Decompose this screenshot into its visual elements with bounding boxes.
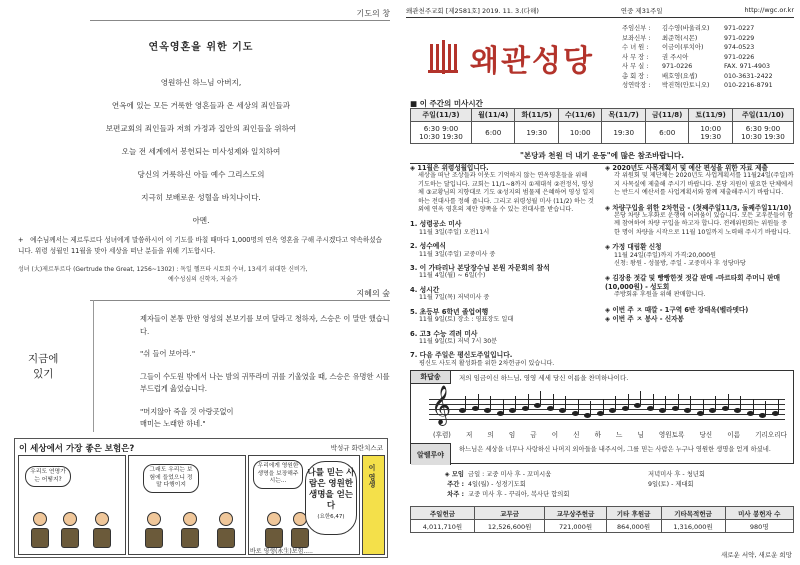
- table-cell: 10:00: [558, 122, 602, 144]
- person-icon: [143, 512, 165, 550]
- staff-row: 보좌신부 : 최준혁(시몬) 971-0229: [622, 34, 755, 42]
- lyric-syllable: (후렴): [433, 431, 451, 439]
- news-item: 4. 성시간 11월 7일(목) 저녁미사 중: [410, 285, 490, 302]
- table-header: 미사 봉헌자 수: [725, 507, 793, 520]
- staff-row: 사 무 실 : 971-0226 FAX. 971-4903: [622, 63, 770, 70]
- right-page: [400, 0, 800, 565]
- lyric-syllable: 의: [487, 431, 494, 439]
- note-stem: [778, 399, 779, 413]
- music-staff: [429, 385, 785, 425]
- table-cell: 19:30: [515, 122, 559, 144]
- meetings: [410, 470, 794, 500]
- news-item: 5. 초등부 6학년 졸업여행 11월 9일(토) 장소 : 영표장도 일대: [410, 307, 514, 324]
- table-header: 주일(11/10): [732, 109, 793, 122]
- alleluia-text: 하느님은 세상을 너무나 사랑하신 나머지 외아들을 내주시어, 그를 믿는 사람은 누구나 영원한 생명을 얻게 하셨네.: [459, 446, 771, 453]
- news-lead-title: ◈ 11월은 위령성월입니다.: [410, 164, 489, 172]
- speech-bubble: 우리도 연명가는 어떻지?: [25, 466, 71, 487]
- lyric-syllable: 신: [573, 431, 580, 439]
- scripture-text: 나를 믿는 사람은 영원한 생명을 얻는다: [307, 468, 355, 511]
- forest-text: [140, 313, 390, 441]
- forest-side-line-1: 지금에: [28, 353, 59, 365]
- cartoon-panel-1: [18, 455, 126, 555]
- meeting-row: ◈ 모임 금일 : 교중 미사 후 - 꼬미시움 저녁미사 후 - 청년회: [444, 471, 705, 478]
- staff-directory: [622, 24, 794, 91]
- table-header: 기타 후원금: [606, 507, 661, 520]
- news-item: ◈ 가정 대림환 신청 11월 24일(주일)까지 가격:20,000원 신청: 왕원 - 성물방, 주일 - 교중미사 후 성당마당: [605, 243, 746, 268]
- prayer-section-label: 기도의 창: [356, 9, 390, 18]
- lyric-syllable: 임: [508, 431, 516, 439]
- staff-line: [429, 409, 785, 410]
- table-cell: 864,000원: [606, 520, 661, 533]
- staff-line: [429, 404, 785, 405]
- note-stem: [665, 396, 666, 410]
- prayer-line: 보편교회의 죄인들과 저희 가정과 집안의 죄인들을 위하여: [105, 124, 297, 133]
- lyric-syllable: 이: [551, 431, 559, 439]
- table-cell: 6:00: [471, 122, 515, 144]
- table-cell: 6:00: [645, 122, 689, 144]
- parish-logo: [410, 32, 610, 82]
- cartoon-caption: 바로 영생(永生)보험.....: [250, 548, 313, 555]
- table-header-row: [411, 109, 794, 122]
- note-stem: [628, 394, 629, 408]
- prayer-citation-line: 성녀 (大)제르투르다 (Gertrude the Great, 1256~1302) : 독일 헬프타 시토회 수녀, 13세기 위대한 신비가,: [18, 266, 308, 273]
- hymn-text: 저의 임금이신 하느님, 영영 세세 당신 이름을 찬미하나이다.: [459, 374, 629, 382]
- note-stem: [478, 394, 479, 408]
- offering-table: [410, 506, 794, 533]
- note-stem: [715, 396, 716, 410]
- cartoon-panel-side: [362, 455, 385, 555]
- prayer-line: 영원하신 하느님 아버지,: [160, 78, 242, 87]
- person-icon: [179, 512, 201, 550]
- table-row: [411, 520, 794, 533]
- prayer-title: 연옥영혼을 위한 기도: [148, 42, 254, 53]
- cartoon: [14, 438, 388, 558]
- news-item: ◈ 김장용 젓갈 및 빵빵한젓 젓갈 판매 -마르타회 주머니 판매(10,000원) - 성도회 주방회유 후원을 위해 판매합니다.: [605, 274, 780, 299]
- meeting-row: 주간 : 4일(월) - 성경기도회 9일(토) - 제대회: [447, 481, 694, 488]
- note-stem: [765, 401, 766, 415]
- lyric-syllable: 기리오리다: [755, 431, 787, 439]
- footer-slogan: 새로운 서약, 새로운 희망: [720, 551, 792, 559]
- table-cell: 12,526,600원: [474, 520, 544, 533]
- news-item: ◈ 이번 주 ㅈ 때깔 - 1구역 6반 장태옥(벨라뎃다): [605, 305, 749, 314]
- treble-clef-icon: 𝄞: [431, 385, 452, 425]
- staff-row: 주임신부 : 김수영(바울리오) 971-0227: [622, 25, 755, 32]
- lyric-syllable: 하: [594, 431, 601, 439]
- lyric-syllable: 느: [616, 431, 623, 439]
- prayer-body: [14, 71, 388, 232]
- prayer-note-text: 예수님께서는 제르투르다 성녀에게 말씀하시어 이 기도를 바칠 때마다 1,000명의 연옥 영혼을 구해 주시겠다고 약속하셨습니다. 위령 성월인 11월을 맞아 세상을 떠난 분들을 위해 기도합시다.: [18, 236, 382, 255]
- table-cell: 1,316,000원: [661, 520, 725, 533]
- liturgical-day: 연중 제31주일: [620, 7, 663, 15]
- table-header: 월(11/4): [471, 109, 515, 122]
- lyric-syllable: 님: [637, 431, 644, 439]
- table-header: 화(11/5): [515, 109, 559, 122]
- forest-paragraph: 제자들이 본통 만한 영성의 본보기를 보여 달라고 청하자, 스승은 이 말만 했습니다.: [140, 314, 390, 336]
- bulletin-header: [406, 6, 794, 18]
- note-stem: [728, 394, 729, 408]
- note-stem: [753, 399, 754, 413]
- church-logo-icon: [428, 40, 458, 76]
- table-header: 교무상주헌금: [545, 507, 606, 520]
- hymn-box: [410, 370, 794, 464]
- person-icon: [29, 512, 51, 550]
- note-stem: [603, 399, 604, 413]
- forest-side-title: [28, 352, 58, 382]
- person-icon: [91, 512, 113, 550]
- person-icon: [215, 512, 237, 550]
- note-stem: [565, 396, 566, 410]
- scripture-ref: (요한6,47): [317, 514, 345, 520]
- staff-row: 총 회 장 : 배호영(요셉) 010-3631-2422: [622, 72, 773, 80]
- news-item: 2. 성수예식 11월 3일(주일) 교중미사 중: [410, 242, 496, 258]
- note-stem: [740, 396, 741, 410]
- forest-paragraph: "머지않아 죽을 것 아랑곳없이 매미는 노래한 하네.": [140, 406, 234, 428]
- table-row: [411, 122, 794, 144]
- news-item: 3. 이 가타리나 본당장수님 본원 자문회의 참석 11월 4일(월) ~ 6일(수): [410, 264, 550, 280]
- forest-section-header: [357, 288, 390, 299]
- table-cell: 980명: [725, 520, 793, 533]
- table-header: 목(11/7): [602, 109, 646, 122]
- news-item: ◈ 이번 주 ㅈ 봉사 - 신자봉: [605, 315, 684, 324]
- prayer-citation: [18, 265, 388, 285]
- table-cell: 6:30 9:00 10:30 19:30: [411, 122, 472, 144]
- note-stem: [653, 394, 654, 408]
- speech-bubble: 그래도 우리는 보험에 들었으니 정말 다행이지: [143, 464, 199, 493]
- prayer-box: [14, 26, 388, 256]
- prayer-line: 아멘.: [192, 216, 210, 225]
- note-stem: [678, 394, 679, 408]
- hymn-lyrics: [433, 429, 787, 439]
- forest-paragraph: 그들이 수도원 밖에서 나는 밤의 귀뚜라미 귀를 기울였을 때, 스승은 유명한 시를 부드럽게 읊었습니다.: [140, 371, 390, 393]
- table-header: 금(11/8): [645, 109, 689, 122]
- note-stem: [553, 394, 554, 408]
- note-stem: [515, 396, 516, 410]
- side-label: 이 영생: [368, 464, 376, 488]
- speech-bubble: 우리에게 영원한 생명을 보장해주시는...: [253, 460, 303, 489]
- note-stem: [578, 399, 579, 413]
- table-header-row: [411, 507, 794, 520]
- issue-info: 왜관천주교회 [제2581호] 2019. 11. 3.(다해): [406, 7, 539, 15]
- prayer-line: 당신의 거룩하신 아들 예수 그리스도의: [137, 170, 265, 179]
- table-header: 수(11/6): [558, 109, 602, 122]
- alleluia-label: 알렐루야: [411, 443, 451, 465]
- news-item: 1. 성령공소 미사 11월 3일(주일) 오전11시: [410, 220, 490, 236]
- table-cell: 721,000원: [545, 520, 606, 533]
- mass-schedule-table: [410, 108, 794, 144]
- note-stem: [690, 396, 691, 410]
- cartoon-title: 이 세상에서 가장 좋은 보험은?: [19, 444, 135, 454]
- staff-line: [429, 414, 785, 415]
- person-icon: [59, 512, 81, 550]
- note-stem: [703, 399, 704, 413]
- news-column-left: [410, 164, 595, 373]
- news-lead-text: 세상을 떠난 조상들과 이웃도 기억하지 않는 연옥영혼들을 위해 기도하는 달입니다. 교회는 11/1~8까지 ①제대석 ②전정석, 영성체 ③교황님의 지향대로 기도 ④성지의 범물제 은혜하여 영성 일지하는 전대사를 정해 줍니다. 그리고 위령성월 미사 (11/2) 하는 것 외에 연옥 영혼의 제안 양쪽을 수 있는 전대사를 받습니다.: [418, 172, 595, 214]
- table-cell: 10:00 19:30: [689, 122, 733, 144]
- website-link[interactable]: http://wgc.or.kr: [744, 6, 794, 14]
- lyric-syllable: 영원토록: [658, 431, 685, 439]
- lyric-syllable: 금: [530, 431, 537, 439]
- divider: [93, 300, 94, 432]
- news-item: ◈ 2020년도 사목계획서 및 예산 편성을 위한 자료 제출 각 위원회 및 제단체는 2020년도 사업계획서를 11월24일(주일)까지 사목실에 제출해 주시기 바랍니다. 본당 지원이 필요한 단체에서는 반드시 예산서를 사업계획서와 함께 제출해주시기 바랍니다.: [605, 164, 794, 197]
- news-column-right: [605, 164, 795, 330]
- note-stem: [465, 396, 466, 410]
- prayer-line: 연옥에 있는 모든 거룩한 영혼들과 온 세상의 죄인들과: [111, 101, 291, 110]
- note-stem: [615, 396, 616, 410]
- staff-line: [429, 419, 785, 420]
- prayer-note: [18, 235, 388, 257]
- table-header: 토(11/9): [689, 109, 733, 122]
- forest-paragraph: "쉬 들어 보아라.": [140, 349, 196, 358]
- note-stem: [528, 394, 529, 408]
- staff-row: 수 녀 원 : 이금이(루치아) 974-0523: [622, 44, 755, 51]
- lyric-syllable: 당신: [699, 431, 713, 439]
- cartoon-panel-2: [128, 455, 246, 555]
- plus-icon: +: [18, 236, 24, 244]
- table-cell: 4,011,710원: [411, 520, 475, 533]
- hymn-label: 화답송: [411, 371, 451, 384]
- lyric-syllable: 이름: [727, 431, 740, 439]
- lyric-syllable: 저: [465, 431, 473, 439]
- news-item: 7. 다음 주일은 평신도주일입니다. 평신도 사도직 활성화를 위한 2차헌금이 있습니다.: [410, 351, 555, 367]
- prayer-section-header: [357, 8, 390, 19]
- note-stem: [540, 391, 541, 405]
- scripture-bubble: [305, 461, 357, 535]
- note-stem: [503, 399, 504, 413]
- cartoon-author: 박성규 화란치스코: [330, 444, 383, 452]
- news-item: 6. 고3 수능 격려 미사 11월 9일(토) 저녁 7시 30분: [410, 329, 498, 345]
- meeting-row: 차주 : 교중 미사 후 - 꾸리아, 복사단 합의회: [447, 491, 570, 498]
- table-header: 기타목적헌금: [661, 507, 725, 520]
- campaign-banner: "본당과 천원 더 내기 운동"에 많은 참조바랍니다.: [410, 150, 794, 164]
- person-icon: [263, 512, 285, 550]
- staff-row: 성연락장 : 박진혁(안토니오) 010-2216-8791: [622, 82, 773, 89]
- schedule-title: ■ 이 주간의 미사시간: [410, 99, 483, 108]
- note-stem: [590, 401, 591, 415]
- forest-side-line-2: 있기: [33, 368, 54, 380]
- table-header: 주일헌금: [411, 507, 475, 520]
- staff-row: 사 무 장 : 권 주시아 971-0226: [622, 53, 755, 61]
- table-header: 주일(11/3): [411, 109, 472, 122]
- news-item: ◈ 차량구입을 위한 2차헌금 - (첫째주일11/3, 둘째주일11/10) 본당 차량 노후화로 운행에 어려움이 있습니다. 모든 교우분들이 함께 참여하여 차량 구입을 하고자 합니다. 전례위원회는 위원들 중 한 명이 차량을 시작으로 11월 10일까지 노력해 주시기 바랍니다.: [605, 203, 794, 236]
- table-header: 교무금: [474, 507, 544, 520]
- table-cell: 6:30 9:00 10:30 19:30: [732, 122, 793, 144]
- note-stem: [490, 396, 491, 410]
- prayer-line: 지극히 보배로운 성혈을 바치나이다.: [141, 193, 261, 202]
- staff-line: [429, 399, 785, 400]
- forest-section-label: 지혜의 숲: [356, 289, 390, 298]
- prayer-citation-line-2: 예수성심의 신학자, 저술가: [168, 276, 238, 283]
- prayer-line: 오늘 전 세계에서 봉헌되는 미사성제와 일치하여: [121, 147, 281, 156]
- parish-name: 왜관성당: [470, 44, 594, 79]
- note-stem: [640, 391, 641, 405]
- table-cell: 19:30: [602, 122, 646, 144]
